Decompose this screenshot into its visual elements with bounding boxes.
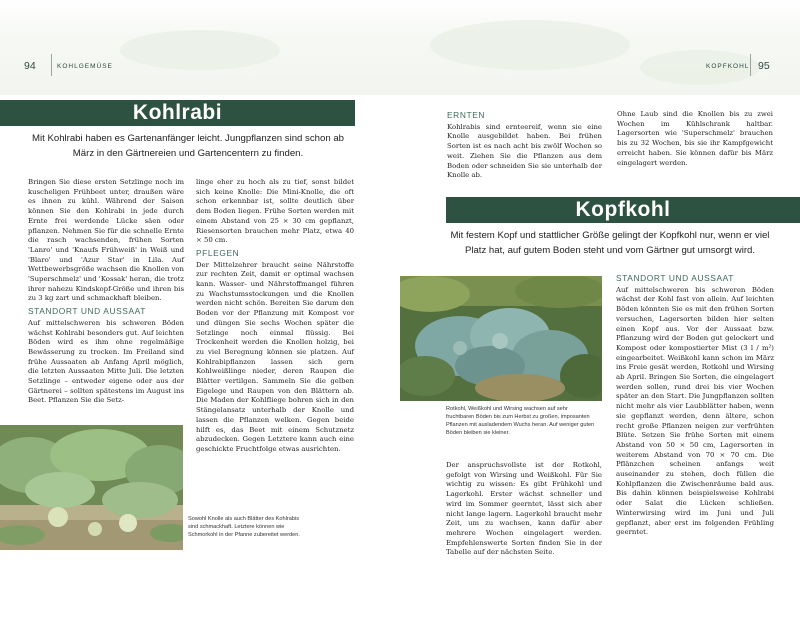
lager-column (617, 110, 773, 168)
kopfkohl-column-1 (446, 461, 602, 558)
folio-divider (51, 54, 52, 76)
ernten-column (447, 108, 602, 181)
kohlrabi-title: Kohlrabi (132, 101, 223, 124)
kohlrabi-paragraph: Der Mittelzehrer braucht seine Nährstoffe zur rechten Zeit, damit er optimal wachsen kann. Wasser- und Nährstoffmangel führen zu Wachstumsstockungen und die Knollen werden nicht schön. Bereiten Sie darum den Boden vor der Pflanzung mit Kompost vor und düngen Sie sechs Wochen später die Setzlinge noch einmal flüssig. Bei Trockenheit werden die Knollen holzig, bei zu viel Beregnung können sie platzen. Auf Kohlrabipflanzen lassen sich gern Kohlweißlinge nieder, deren Raupen die Blätter vertilgen. Sammeln Sie die gelben Eigelege und Raupen von den Blättern ab. Die Maden der Kohlfliege bohren sich in den Stängelansatz unterhalb der Knolle und lassen die Pflanzen welken. Gegen beide hilft es, das Beet mit einem Schutznetz abzudecken. Gegen Letztere kann auch eine geschickte Fruchtfolge etwas ausrichten. (196, 260, 354, 453)
kopfkohl-photo-image (400, 276, 602, 401)
kohlrabi-pflegen-heading: PFLEGEN (196, 247, 240, 258)
running-head-right: KOPFKOHL (706, 63, 750, 70)
kohlrabi-paragraph: Bringen Sie diese ersten Setzlinge noch im kuscheligen Frühbeet unter, draußen wäre es ihnen zu kühl. Während der Saison können Sie den Kohlrabi in jede durch Ernte frei werdende Lücke säen oder pflanzen. Nehmen Sie für die schnelle Ernte die rasch wachsenden, frühen Sorten 'Lanro' und 'Knaufs Frühweiß' in Weiß und 'Blaro' und 'Azur Star' in Lila. Auf Wettbewerbsgröße wachsen die Knollen von 'Superschmelz' und 'Kossak' heran, die trotz ihrer nahezu Kindskopf-Größe und ihren bis zu 3 kg zart und schmackhaft bleiben. (28, 178, 184, 303)
kohlrabi-column-2 (196, 178, 354, 455)
page-number-right: 95 (758, 60, 770, 72)
kopfkohl-title-banner (446, 197, 800, 223)
kohlrabi-photo-caption: Sowohl Knolle als auch Blätter des Kohlrabis sind schmackhaft. Letztere können wie Schmorkohl in der Pfanne zubereitet werden. (188, 516, 300, 538)
kopfkohl-standort-heading: STANDORT UND AUSSAAT (616, 273, 734, 283)
kohlrabi-photo (0, 425, 183, 550)
background-blob (430, 20, 630, 70)
kohlrabi-paragraph: Auf mittelschweren bis schweren Böden wächst Kohlrabi besonders gut. Auf leichten Böden wird es ihm ohne regelmäßige Bewässerung zu trocken. Im Freiland sind frühe Aussaaten ab Anfang April möglich, die letzten Aussaaten Mitte Juli. Die letzten Setzlinge – entweder eigene oder aus der Gärtnerei – sollten spätestens im August ins Beet. Pflanzen Sie die Setz- (28, 318, 184, 405)
kopfkohl-paragraph: Der anspruchsvollste ist der Rotkohl, gefolgt von Wirsing und Weißkohl. Für Sie wichtig zu wissen: Es gibt Frühkohl und Lagerkohl. Erster wächst schneller und wird im Sommer geerntet, lässt sich aber nicht lange lagern. Lagerkohl braucht mehr Zeit, um zu wachsen, kann dafür aber mehrere Wochen eingelagert werden. Empfehlenswerte Sorten finden Sie in der Tabelle auf der nächsten Seite. (446, 461, 602, 557)
kopfkohl-title: Kopfkohl (575, 198, 671, 221)
kopfkohl-photo-caption: Rotkohl, Weißkohl und Wirsing wachsen auf sehr fruchtbaren Böden bis zum Herbst zu großen, imposanten Pflanzen mit ausladendem Wuchs heran. Auf weniger guten Böden bleiben sie kleiner. (446, 406, 595, 436)
kohlrabi-column-1 (28, 178, 184, 406)
kohlrabi-intro: Mit Kohlrabi haben es Gartenanfänger leicht. Jungpflanzen sind schon ab März in den Gärtnereien und Gartencentern zu finden. (32, 133, 344, 159)
kopfkohl-paragraph: Auf mittelschweren bis schweren Böden wächst der Kohl fast von allein. Auf leichten Böden könnten Sie es mit den frühen Sorten versuchen, Lagersorten bilden hier selten einen Kopf aus. Vor der Aussaat bzw. Pflanzung wird der Boden gut gelockert und Kompost oder kompostierter Mist (3 l / m²) eingearbeitet. Weißkohl kann schon im März ins Freie gesät werden, Rotkohl und Wirsing ab April. Bringen Sie Sorten, die eingelagert werden sollen, rund drei bis vier Wochen später an den Start. Die Jungpflanzen sollten nicht mehr als vier Laubblätter haben, wenn sie gepflanzt werden, denn ältere, schon recht große Pflanzen neigen zur verfrühten Blüte. Setzen Sie frühe Sorten mit einem Abstand von 50 × 50 cm, Lagersorten in weiterem Abstand von 70 × 70 cm. Die Pflänzchen scheinen anfangs weit auseinander zu stehen, doch füllen die Kohlpflanzen die Zwischenräume bald aus. Bis dahin können beispielsweise Kohlrabi oder Salat die Lücken schließen. Winterwirsing wird im Juni und Juli gepflanzt, aber erst im folgenden Frühling geerntet. (616, 285, 774, 537)
kopfkohl-photo (400, 276, 602, 401)
kohlrabi-paragraph: linge eher zu hoch als zu tief, sonst bildet sich keine Knolle: Die Mini-Knolle, die oft schon erkennbar ist, sollte deutlich über dem Boden liegen. Frühe Sorten werden mit einem Abstand von 25 × 30 cm gepflanzt, Riesensorten brauchen mehr Platz, etwa 40 × 50 cm. (196, 178, 354, 245)
lager-paragraph: Ohne Laub sind die Knollen bis zu zwei Wochen im Kühlschrank haltbar. Lagersorten wie 'Superschmelz' brauchen bis zu 32 Wochen, bis sie ihr Kampfgewicht erreicht haben. Sie können dafür bis März eingelagert werden. (617, 110, 773, 167)
folio-divider (750, 54, 751, 76)
page-number-left: 94 (24, 60, 36, 72)
background-blob (120, 30, 280, 70)
ernten-paragraph: Kohlrabis sind ernteereif, wenn sie eine Knolle ausgebildet haben. Bei frühen Sorten ist es nach acht bis zwölf Wochen so weit. Ziehen Sie die Pflanzen aus dem Boden oder schneiden Sie sie unterhalb der Knolle ab. (447, 122, 602, 180)
kopfkohl-column-2 (616, 271, 774, 538)
kopfkohl-intro: Mit festem Kopf und stattlicher Größe gelingt der Kopfkohl nur, wenn er viel Platz hat, auf gutem Boden steht und vom Gärtner gut umsorgt wird. (450, 230, 770, 256)
ernten-heading: ERNTEN (447, 110, 486, 120)
kohlrabi-photo-image (0, 425, 183, 550)
running-head-left: KOHLGEMÜSE (57, 63, 113, 70)
kohlrabi-title-banner (0, 100, 355, 126)
kohlrabi-standort-heading: STANDORT UND AUSSAAT (28, 306, 146, 317)
